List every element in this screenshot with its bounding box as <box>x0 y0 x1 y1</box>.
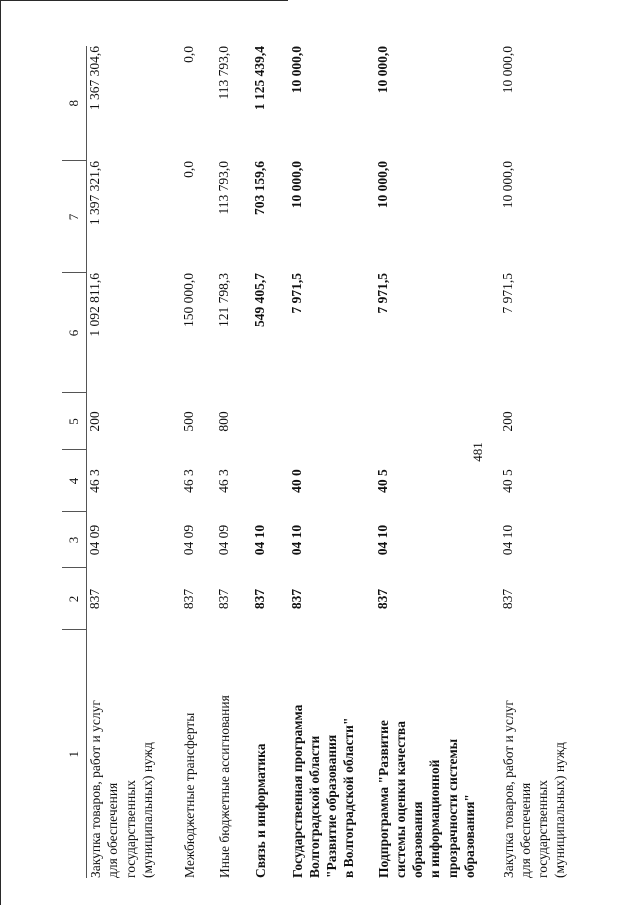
amount-cell: 0,0 <box>180 161 196 178</box>
expense-type-cell: 200 <box>87 411 102 432</box>
scan-edge-top <box>0 0 288 1</box>
program-code-cell: 46 3 <box>180 469 196 493</box>
column-header: 2 <box>62 568 87 630</box>
program-code-cell: 40 0 <box>288 469 304 493</box>
amount-cell: 7 971,5 <box>288 273 304 314</box>
program-code-cell: 40 5 <box>374 469 390 493</box>
program-code-cell: 46 3 <box>87 469 102 493</box>
column-header: 7 <box>62 161 87 273</box>
ministry-code-cell: 837 <box>87 588 102 610</box>
table-row <box>181 46 216 878</box>
table-row <box>289 46 375 878</box>
ministry-code-cell: 837 <box>374 588 390 610</box>
amount-cell: 10 000,0 <box>374 46 390 94</box>
amount-cell: 7 971,5 <box>499 273 515 314</box>
row-name-cell: Связь и информатика <box>252 743 268 878</box>
row-name-cell: Закупка товаров, работ и услуг для обеспечения государственных (муниципальных) нужд <box>500 700 568 878</box>
section-code-cell: 04 10 <box>499 524 515 556</box>
table-row <box>500 46 594 878</box>
amount-cell: 549 405,7 <box>251 273 267 327</box>
amount-cell: 113 793,0 <box>215 46 231 100</box>
ministry-code-cell: 837 <box>180 588 196 610</box>
table-row <box>87 46 181 878</box>
column-header: 3 <box>62 512 87 568</box>
row-name-cell: Закупка товаров, работ и услуг для обеспечения государственных (муниципальных) нужд <box>88 700 155 878</box>
amount-cell: 0,0 <box>180 46 196 63</box>
scan-edge-left <box>0 0 1 905</box>
ministry-code-cell: 837 <box>499 588 515 610</box>
column-header: 4 <box>62 450 87 512</box>
expense-type-cell <box>289 393 375 450</box>
column-header: 1 <box>66 751 81 758</box>
budget-table <box>62 46 594 878</box>
column-header: 6 <box>62 273 87 393</box>
section-code-cell: 04 09 <box>87 524 102 556</box>
amount-cell: 1 092 811,6 <box>87 273 102 337</box>
expense-type-cell: 500 <box>180 411 196 432</box>
expense-type-cell <box>252 393 289 450</box>
row-name-cell: Подпрограмма "Развитие системы оценки качества образования и информационной прозрачности системы образования" <box>375 720 477 878</box>
row-name-cell: Иные бюджетные ассигнования <box>216 695 232 878</box>
section-code-cell: 04 10 <box>251 524 267 556</box>
amount-cell: 150 000,0 <box>180 273 196 327</box>
amount-cell: 113 793,0 <box>215 161 231 215</box>
expense-type-cell: 200 <box>499 411 515 432</box>
row-name-cell: Межбюджетные трансферты <box>181 712 197 878</box>
expense-type-cell <box>375 393 500 450</box>
section-code-cell: 04 10 <box>288 524 304 556</box>
amount-cell: 7 971,5 <box>374 273 390 314</box>
amount-cell: 1 367 304,6 <box>87 46 102 111</box>
amount-cell: 1 125 439,4 <box>251 46 267 111</box>
table-body <box>87 46 594 878</box>
ministry-code-cell: 837 <box>251 588 267 610</box>
amount-cell: 121 798,3 <box>215 273 231 327</box>
column-header: 5 <box>62 393 87 450</box>
table-row <box>375 46 500 878</box>
amount-cell: 1 397 321,6 <box>87 161 102 226</box>
column-header: 8 <box>62 46 87 161</box>
amount-cell: 10 000,0 <box>288 46 304 94</box>
column-number-header <box>62 46 87 878</box>
amount-cell: 10 000,0 <box>374 161 390 209</box>
program-code-cell <box>252 450 289 512</box>
program-code-cell: 40 5 <box>499 469 515 493</box>
row-name-cell: Государственная программа Волгоградской области "Развитие образования в Волгоградской области" <box>289 704 357 878</box>
table-row <box>216 46 252 878</box>
amount-cell: 10 000,0 <box>499 46 515 94</box>
section-code-cell: 04 09 <box>180 524 196 556</box>
table-row <box>252 46 289 878</box>
program-code-cell: 46 3 <box>215 469 231 493</box>
ministry-code-cell: 837 <box>215 588 231 610</box>
expense-type-cell: 800 <box>215 411 231 432</box>
amount-cell: 10 000,0 <box>288 161 304 209</box>
rotated-table-container <box>62 46 622 878</box>
ministry-code-cell: 837 <box>288 588 304 610</box>
section-code-cell: 04 10 <box>374 524 390 556</box>
amount-cell: 703 159,6 <box>251 161 267 215</box>
page-number: 481 <box>470 442 485 462</box>
section-code-cell: 04 09 <box>215 524 231 556</box>
amount-cell: 10 000,0 <box>499 161 515 209</box>
